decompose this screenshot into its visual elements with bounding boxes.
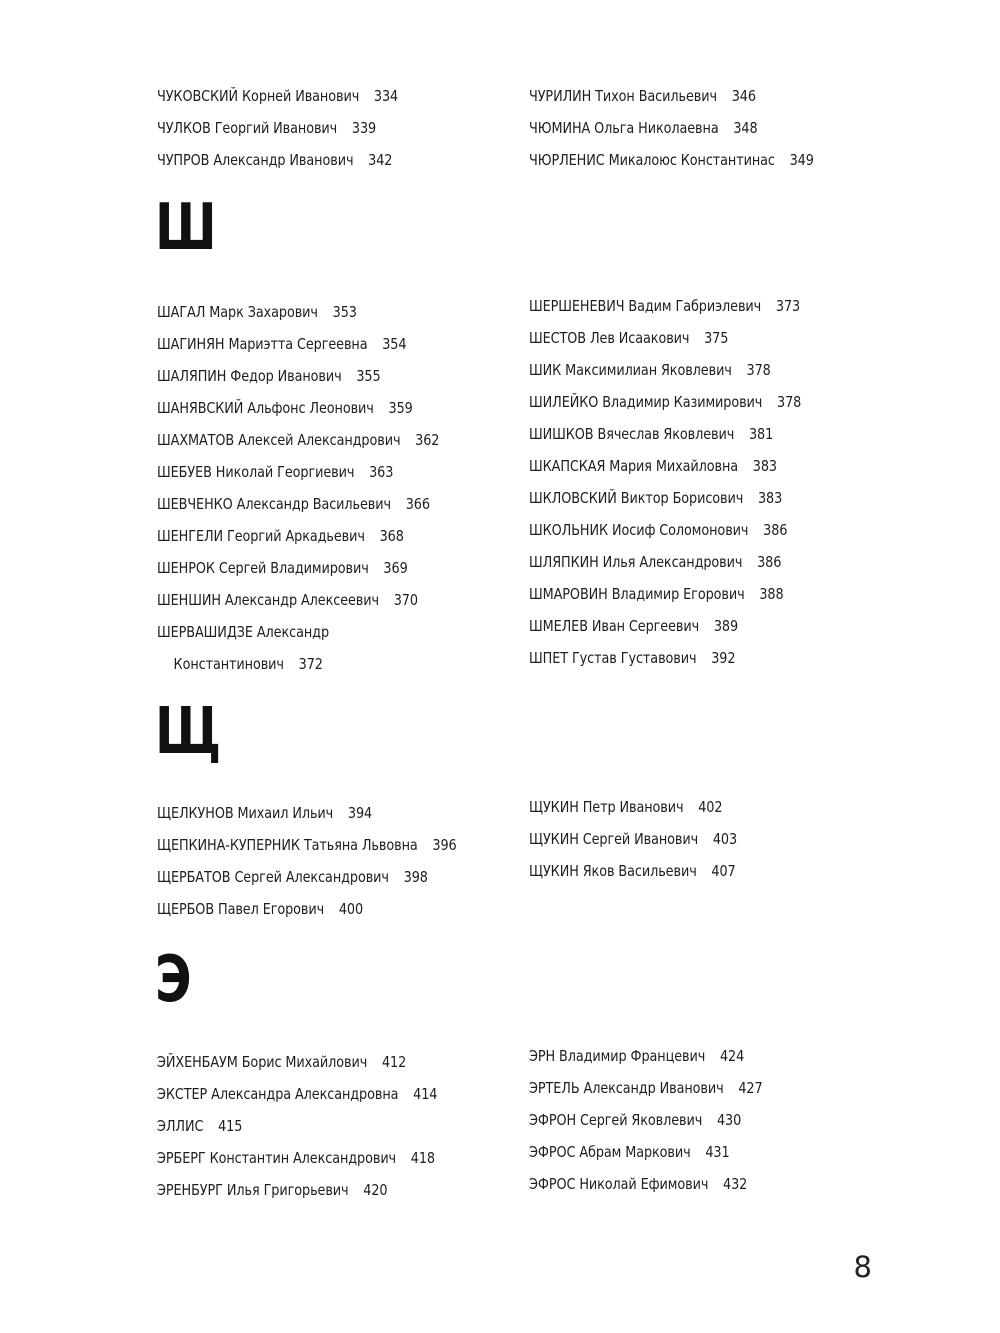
entry-surname: ШЕНШИН (157, 591, 221, 609)
page-number: 8 (853, 1250, 872, 1284)
index-entry (529, 1136, 763, 1168)
index-column-right (529, 1040, 783, 1200)
entry-surname: ШЕРВАШИДЗЕ (157, 623, 253, 641)
index-entry (157, 829, 457, 861)
entry-given-names: Александр Иванович (579, 1079, 724, 1097)
entry-given-names: Корней Иванович (238, 87, 360, 105)
entry-given-names: Марк Захарович (205, 303, 318, 321)
entry-given-names: Александр Васильевич (232, 495, 392, 513)
index-entry (157, 797, 457, 829)
entry-surname: ШКАПСКАЯ (529, 457, 606, 475)
entry-page-number: 368 (379, 527, 404, 545)
index-entry (157, 296, 439, 328)
index-entry (157, 80, 398, 112)
entry-given-names: Михаил Ильич (233, 804, 334, 822)
entry-surname: ЩУКИН (529, 830, 579, 848)
entry-given-names: Иосиф Соломонович (608, 521, 749, 539)
index-entry (529, 322, 801, 354)
index-entry (529, 482, 801, 514)
entry-surname: ЩЕРБОВ (157, 900, 215, 918)
entry-surname: ЩУКИН (529, 862, 579, 880)
entry-surname: ЩЕРБАТОВ (157, 868, 231, 886)
index-entry (157, 1174, 437, 1206)
entry-page-number: 366 (405, 495, 430, 513)
index-entry (529, 514, 801, 546)
index-entry (157, 520, 439, 552)
entry-page-number: 386 (763, 521, 788, 539)
entry-given-names: Александр Иванович (209, 151, 354, 169)
entry-page-number: 402 (698, 798, 723, 816)
entry-page-number: 424 (719, 1047, 745, 1065)
entry-page-number: 369 (383, 559, 408, 577)
index-entry (529, 1072, 763, 1104)
index-column-right (529, 290, 825, 674)
entry-page-number: 375 (704, 329, 729, 347)
section-letter: Ш (155, 191, 217, 265)
entry-given-names: Яков Васильевич (578, 862, 697, 880)
entry-surname: ШКЛОВСКИЙ (529, 489, 617, 507)
entry-page-number: 378 (777, 393, 802, 411)
entry-surname: ШЕНРОК (157, 559, 215, 577)
entry-surname: ШМАРОВИН (529, 585, 608, 603)
entry-given-names: Иван Сергеевич (587, 617, 700, 635)
entry-page-number: 381 (748, 425, 774, 443)
index-entry (157, 861, 457, 893)
entry-surname: ШЕБУЕВ (157, 463, 212, 481)
entry-page-number: 348 (733, 119, 758, 137)
entry-page-number: 383 (752, 457, 777, 475)
index-entry (529, 1040, 763, 1072)
index-entry (157, 584, 439, 616)
entry-surname: ШАГАЛ (157, 303, 206, 321)
entry-surname: ШМЕЛЕВ (529, 617, 588, 635)
index-entry (529, 386, 801, 418)
entry-given-names: Петр Иванович (578, 798, 684, 816)
entry-page-number: 407 (711, 862, 736, 880)
index-entry (529, 144, 814, 176)
index-entry (529, 354, 801, 386)
entry-page-number: 392 (711, 649, 736, 667)
index-column-right (529, 791, 755, 887)
section-letter: Щ (155, 695, 222, 769)
index-entry (157, 328, 439, 360)
entry-page-number: 363 (369, 463, 394, 481)
entry-given-names: Александра Александровна (207, 1085, 399, 1103)
index-entry (157, 112, 398, 144)
entry-given-names: Павел Егорович (214, 900, 325, 918)
entry-given-names: Максимилиан Яковлевич (561, 361, 732, 379)
entry-page-number: 396 (432, 836, 457, 854)
entry-page-number: 349 (789, 151, 814, 169)
entry-page-number: 389 (713, 617, 739, 635)
index-entry (529, 791, 737, 823)
index-entry (157, 144, 398, 176)
entry-page-number: 386 (757, 553, 782, 571)
entry-page-number: 346 (731, 87, 756, 105)
index-entry (157, 424, 439, 456)
index-entry (529, 546, 801, 578)
entry-given-names: Федор Иванович (226, 367, 342, 385)
entry-given-names: Сергей Владимирович (214, 559, 369, 577)
index-entry (529, 642, 801, 674)
entry-page-number: 373 (775, 297, 801, 315)
entry-given-names: Абрам Маркович (575, 1143, 691, 1161)
entry-page-number: 339 (351, 119, 377, 137)
entry-surname: ШИЛЕЙКО (529, 393, 599, 411)
entry-surname: ШЕРШЕНЕВИЧ (529, 297, 625, 315)
index-entry (529, 418, 801, 450)
section-letter: Э (155, 943, 192, 1017)
entry-page-number: 355 (356, 367, 381, 385)
entry-surname: ШКОЛЬНИК (529, 521, 609, 539)
entry-page-number: 383 (757, 489, 783, 507)
index-entry (529, 80, 814, 112)
index-entry (529, 610, 801, 642)
index-entry (157, 648, 439, 680)
index-entry (157, 488, 439, 520)
index-entry (157, 1110, 437, 1142)
index-entry (157, 392, 439, 424)
index-entry (529, 1104, 763, 1136)
entry-surname: ЧЮМИНА (529, 119, 591, 137)
index-entry (529, 290, 801, 322)
entry-surname: ШИШКОВ (529, 425, 594, 443)
entry-page-number: 370 (393, 591, 418, 609)
entry-given-names: Николай Георгиевич (211, 463, 355, 481)
entry-page-number: 400 (338, 900, 364, 918)
entry-given-names: Сергей Иванович (578, 830, 699, 848)
entry-page-number: 430 (716, 1111, 742, 1129)
index-column-left (157, 1046, 462, 1206)
entry-surname: ШЛЯПКИН (529, 553, 599, 571)
entry-surname: ЭРТЕЛЬ (529, 1079, 580, 1097)
entry-given-names: Георгий Иванович (210, 119, 338, 137)
entry-page-number: 412 (381, 1053, 407, 1071)
index-entry (157, 456, 439, 488)
entry-page-number: 432 (723, 1175, 748, 1193)
index-column-left (157, 296, 464, 680)
entry-page-number: 403 (712, 830, 738, 848)
entry-surname: ШИК (529, 361, 562, 379)
entry-surname: ЩУКИН (529, 798, 579, 816)
index-entry (157, 1142, 437, 1174)
entry-surname: ЭФРОС (529, 1175, 576, 1193)
index-entry (529, 112, 814, 144)
entry-surname: ЧУЛКОВ (157, 119, 211, 137)
entry-page-number: 342 (368, 151, 393, 169)
entry-page-number: 431 (705, 1143, 730, 1161)
index-entry (157, 893, 457, 925)
entry-surname: ЭРН (529, 1047, 556, 1065)
entry-surname: ШПЕТ (529, 649, 568, 667)
entry-surname: ЩЕЛКУНОВ (157, 804, 234, 822)
entry-given-names: Виктор Борисович (616, 489, 744, 507)
entry-page-number: 418 (410, 1149, 435, 1167)
entry-surname: ЭФРОС (529, 1143, 576, 1161)
entry-given-names: Лев Исаакович (585, 329, 690, 347)
entry-page-number: 394 (347, 804, 373, 822)
entry-given-names: Константинович (173, 655, 284, 673)
entry-surname: ЭФРОН (529, 1111, 577, 1129)
entry-given-names: Мариэтта Сергеевна (224, 335, 368, 353)
entry-surname: ЭРБЕРГ (157, 1149, 206, 1167)
entry-given-names: Мария Михайловна (605, 457, 739, 475)
entry-surname: ЭРЕНБУРГ (157, 1181, 223, 1199)
entry-page-number: 427 (738, 1079, 763, 1097)
entry-surname: ЭЛЛИС (157, 1117, 204, 1135)
entry-page-number: 353 (332, 303, 357, 321)
entry-surname: ЧЮРЛЕНИС (529, 151, 605, 169)
entry-page-number: 398 (403, 868, 428, 886)
entry-given-names: Илья Александрович (598, 553, 743, 571)
index-entry (157, 616, 439, 648)
entry-surname: ШАХМАТОВ (157, 431, 235, 449)
entry-surname: ЭКСТЕР (157, 1085, 208, 1103)
entry-page-number: 354 (382, 335, 407, 353)
entry-page-number: 378 (746, 361, 771, 379)
entry-given-names: Тихон Васильевич (591, 87, 717, 105)
index-entry (529, 578, 801, 610)
entry-surname: ШАЛЯПИН (157, 367, 227, 385)
entry-given-names: Александр Алексеевич (220, 591, 380, 609)
index-entry (529, 450, 801, 482)
entry-page-number: 414 (413, 1085, 438, 1103)
entry-surname: ЭЙХЕНБАУМ (157, 1053, 238, 1071)
index-entry (157, 360, 439, 392)
entry-given-names: Илья Григорьевич (222, 1181, 349, 1199)
entry-given-names: Микалоюс Константинас (604, 151, 775, 169)
index-entry (529, 1168, 763, 1200)
index-entry (157, 1078, 437, 1110)
entry-page-number: 372 (298, 655, 323, 673)
entry-given-names: Владимир Казимирович (598, 393, 763, 411)
entry-given-names: Алексей Александрович (234, 431, 401, 449)
entry-page-number: 362 (415, 431, 440, 449)
entry-surname: ШЕСТОВ (529, 329, 586, 347)
index-entry (157, 1046, 437, 1078)
index-entry (157, 552, 439, 584)
entry-surname: ЧУРИЛИН (529, 87, 592, 105)
index-entry (529, 855, 737, 887)
entry-surname: ЧУКОВСКИЙ (157, 87, 239, 105)
index-column-left (157, 797, 483, 925)
entry-given-names: Вячеслав Яковлевич (593, 425, 735, 443)
entry-given-names: Татьяна Львовна (299, 836, 418, 854)
entry-given-names: Альфонс Леонович (243, 399, 374, 417)
entry-given-names: Константин Александрович (205, 1149, 397, 1167)
entry-page-number: 388 (759, 585, 784, 603)
entry-given-names: Вадим Габриэлевич (624, 297, 762, 315)
entry-given-names: Борис Михайлович (237, 1053, 368, 1071)
entry-given-names: Сергей Яковлевич (576, 1111, 703, 1129)
entry-surname: ШЕВЧЕНКО (157, 495, 233, 513)
entry-given-names: Ольга Николаевна (590, 119, 719, 137)
entry-surname: ЩЕПКИНА-КУПЕРНИК (157, 836, 300, 854)
entry-surname: ЧУПРОВ (157, 151, 210, 169)
entry-given-names: Сергей Александрович (230, 868, 389, 886)
entry-page-number: 420 (363, 1181, 388, 1199)
entry-page-number: 334 (373, 87, 399, 105)
entry-page-number: 359 (388, 399, 413, 417)
entry-page-number: 415 (218, 1117, 243, 1135)
entry-given-names: Георгий Аркадьевич (223, 527, 365, 545)
index-column-left (157, 80, 419, 176)
entry-given-names: Владимир Егорович (607, 585, 745, 603)
entry-given-names: Владимир Францевич (555, 1047, 706, 1065)
entry-surname: ШАНЯВСКИЙ (157, 399, 244, 417)
index-column-right (529, 80, 839, 176)
entry-given-names: Густав Густавович (567, 649, 697, 667)
entry-surname: ШЕНГЕЛИ (157, 527, 224, 545)
entry-surname: ШАГИНЯН (157, 335, 225, 353)
index-entry (529, 823, 737, 855)
entry-given-names: Александр (252, 623, 329, 641)
entry-given-names: Николай Ефимович (575, 1175, 709, 1193)
